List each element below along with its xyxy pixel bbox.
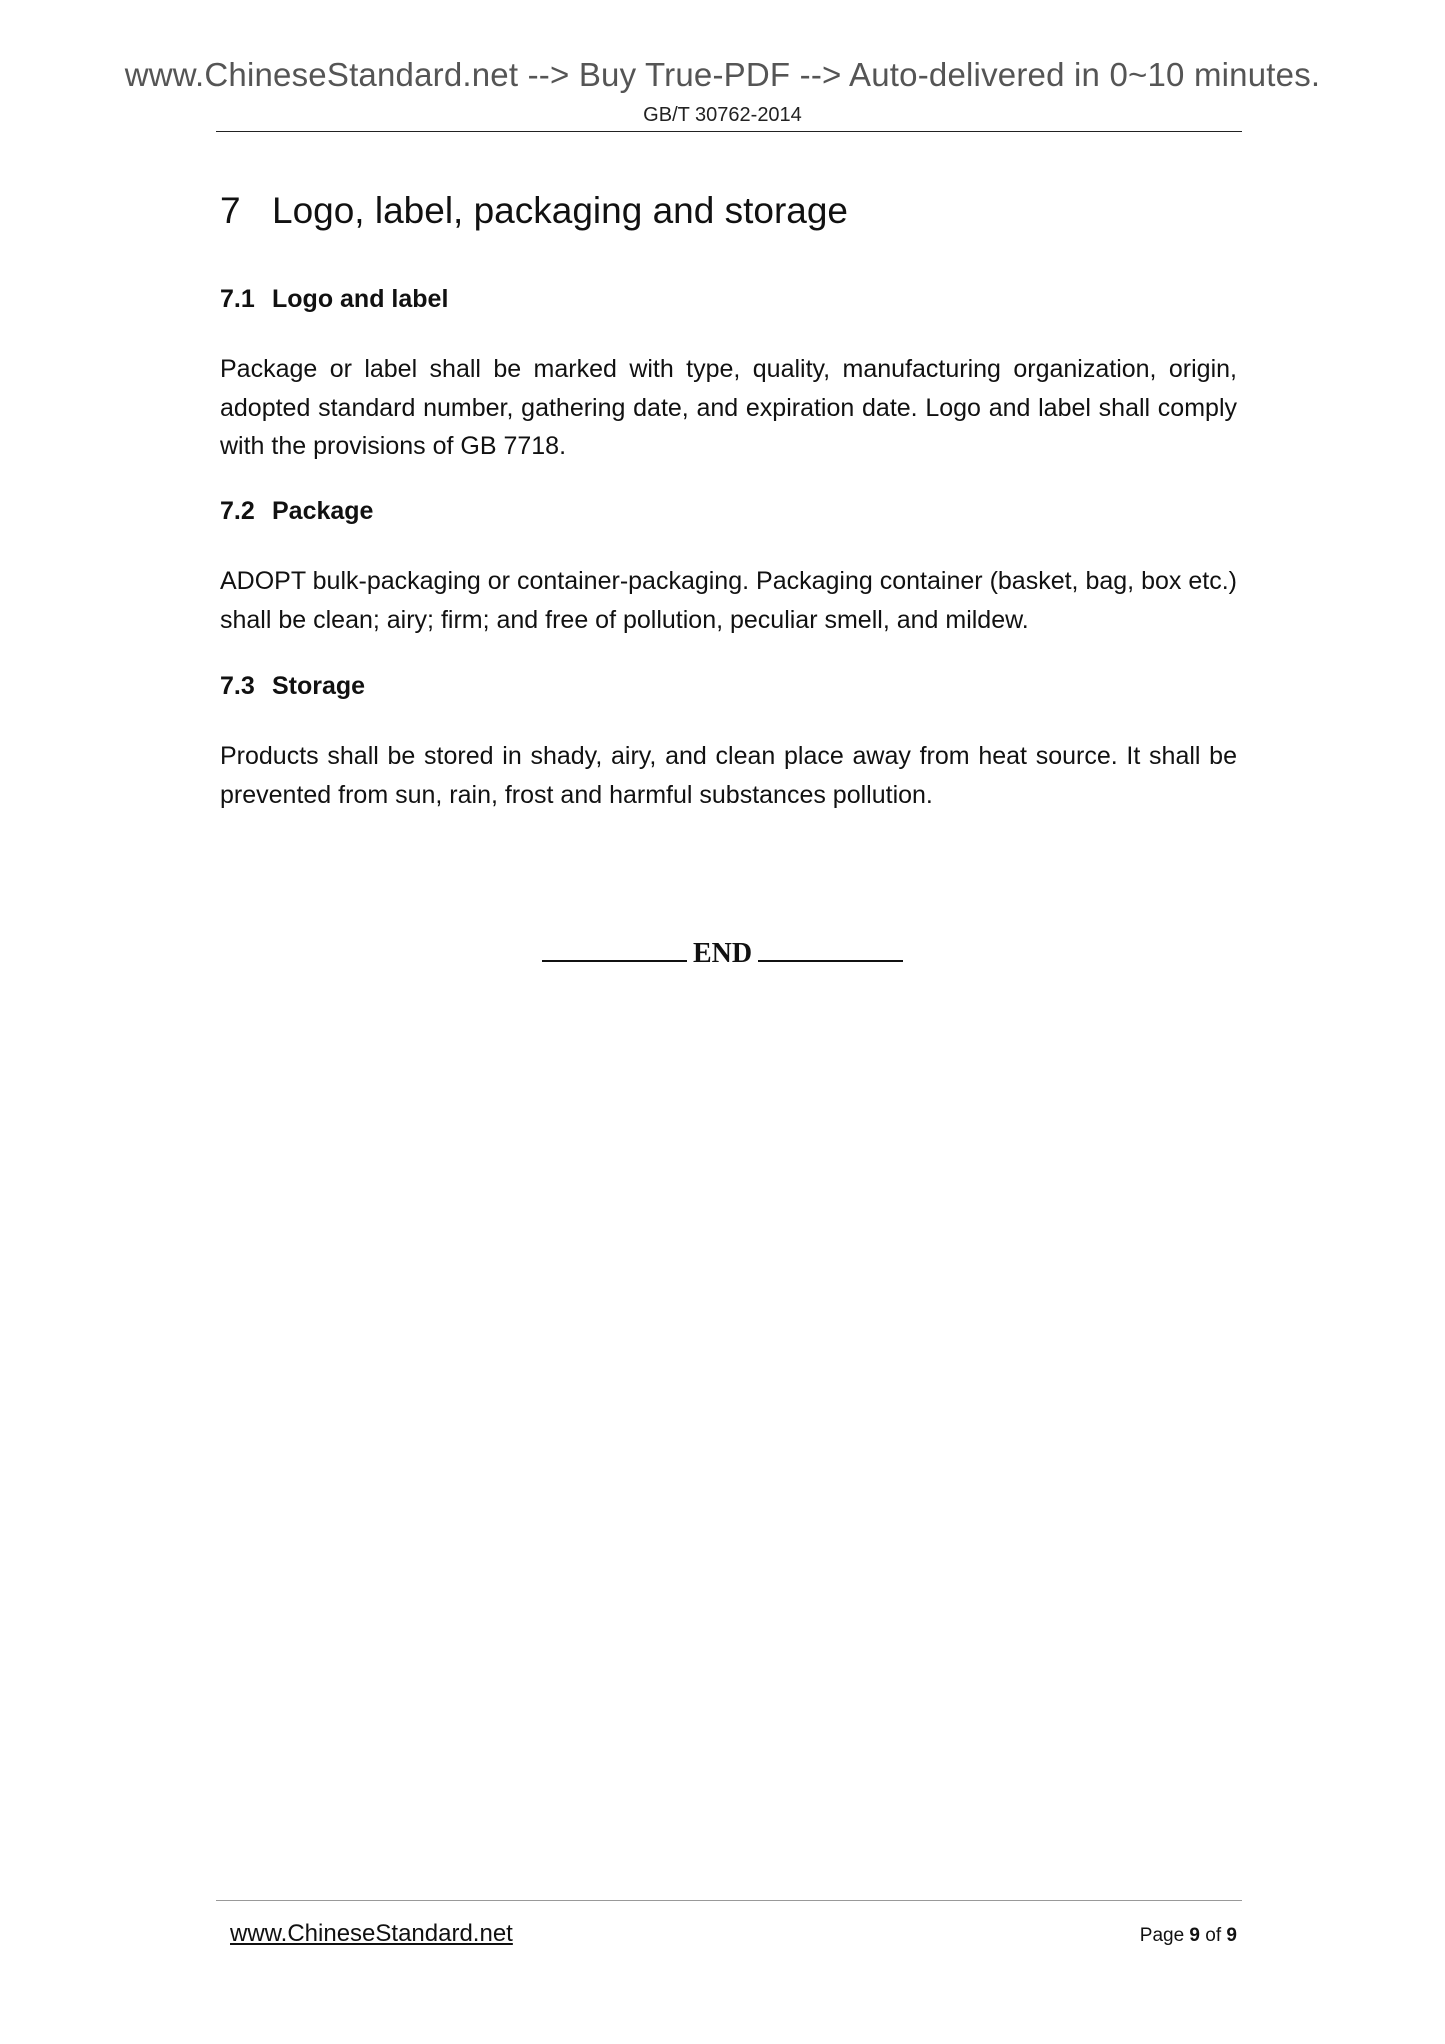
end-marker [0, 938, 1445, 970]
page-total: 9 [1226, 1925, 1237, 1946]
paragraph-storage: Products shall be stored in shady, airy, and clean place away from heat source. It shall be prevented from sun, rain, frost and harmful substances pollution. [220, 742, 1237, 809]
section-title: Logo, label, packaging and storage [272, 190, 848, 231]
page-word: Page [1139, 1925, 1185, 1946]
subsection-number: 7.1 [220, 285, 255, 313]
paragraph-package: ADOPT bulk-packaging or container-packaging. Packaging container (basket, bag, box etc.) shall be clean; airy; firm; and free of pollution, peculiar smell, and mildew. [220, 567, 1237, 634]
footer-divider [216, 1900, 1242, 1901]
end-line-right [758, 960, 903, 962]
subsection-heading-7-2 [220, 497, 373, 526]
page-current: 9 [1189, 1925, 1200, 1946]
header-banner: www.ChineseStandard.net --> Buy True-PDF --> Auto-delivered in 0~10 minutes. [124, 56, 1321, 93]
subsection-title: Logo and label [272, 285, 449, 313]
footer-website-link[interactable]: www.ChineseStandard.net [230, 1920, 513, 1947]
page-number [1140, 1925, 1237, 1947]
subsection-heading-7-1 [220, 285, 448, 314]
page-of: of [1205, 1925, 1222, 1946]
subsection-heading-7-3 [220, 672, 365, 701]
paragraph-logo-and-label: Package or label shall be marked with type, quality, manufacturing organization, origin, adopted standard number, gathering date, and expiration date. Logo and label shall comply with the provisions of GB 7718. [220, 355, 1237, 460]
subsection-number: 7.3 [220, 672, 255, 700]
end-text: END [692, 938, 753, 969]
end-line-left [542, 960, 687, 962]
section-number: 7 [220, 190, 241, 231]
section-heading [220, 190, 848, 232]
subsection-number: 7.2 [220, 497, 255, 525]
subsection-title: Storage [272, 672, 366, 700]
standard-code: GB/T 30762-2014 [643, 104, 802, 126]
header-divider [216, 131, 1242, 132]
subsection-title: Package [272, 497, 374, 525]
